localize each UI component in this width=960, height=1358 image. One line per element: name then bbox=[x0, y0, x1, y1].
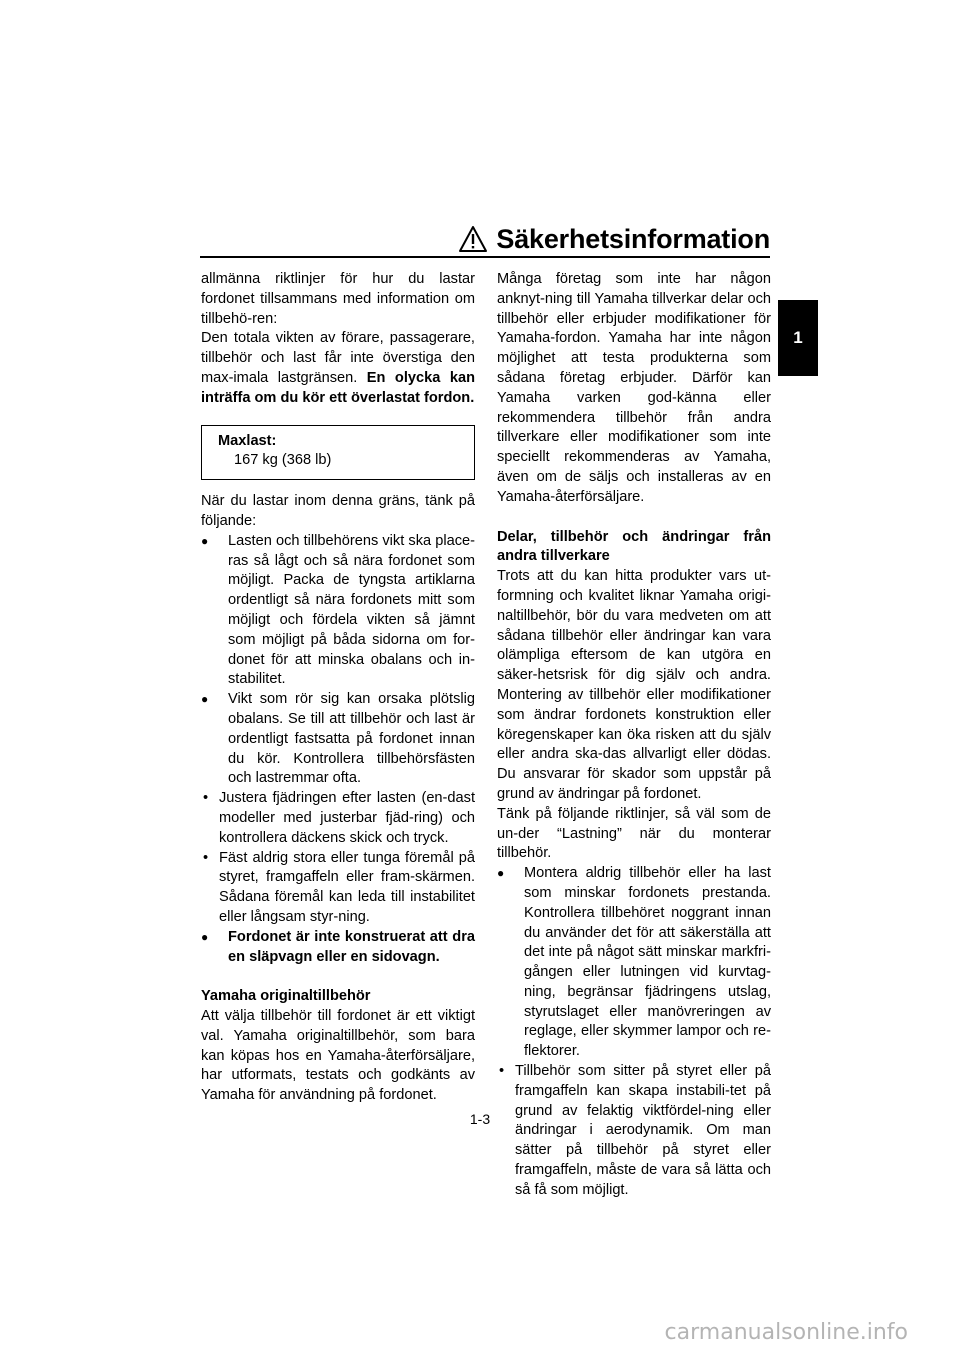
list-item: ● Lasten och tillbehörens vikt ska place-ras så lågt och så nära fordonet som möjligt. Packa de tyngsta artiklarna ordentligt så nära fordonets mitt som möjligt och fördela vikten så jämnt som möjligt på båda sidorna om for-donet för att minska obalans och in-stabilitet. bbox=[201, 532, 475, 690]
max-load-value: 167 kg (368 lb) bbox=[234, 452, 332, 469]
warning-text: En olycka kan inträffa om du kör ett överlastat fordon. bbox=[201, 369, 476, 406]
chapter-tab: 1 bbox=[778, 300, 818, 376]
list-item: ● Montera aldrig tillbehör eller ha last som minskar fordonets prestanda. Kontrollera tillbehöret noggrant innan du använder det för att säkerställa att det inte på något sätt minskar markfri-gången eller lutningen vid kurvtag-ning, begränsar fjädringens utslag, styrutslaget eller manövreringen av reglage, eller skymmer lampor och re-flektorer. bbox=[497, 864, 771, 1062]
paragraph: Den totala vikten av förare, passagerare, tillbehör och last får inte överstiga den max-imala lastgränsen. En olycka kan inträffa om du kör ett överlastat fordon. bbox=[201, 330, 476, 406]
warning-triangle-icon bbox=[458, 225, 488, 253]
left-column bbox=[201, 270, 475, 1106]
section-heading: Yamaha originaltillbehör bbox=[201, 988, 371, 1005]
page-number: 1-3 bbox=[469, 1111, 491, 1127]
list-item: ● Vikt som rör sig kan orsaka plötslig obalans. Se till att tillbehör och last är ordentligt fastsatta på fordonet innan du kör. Kontrollera tillbehörsfästen och lastremmar ofta. bbox=[201, 690, 475, 789]
paragraph: Att välja tillbehör till fordonet är ett viktigt val. Yamaha originaltillbehör, som bara kan köpas hos en Yamaha-återförsäljare, har utformats, testats och godkänts av Yamaha för användning på fordonet. bbox=[201, 1008, 475, 1104]
paragraph: Trots att du kan hitta produkter vars ut-formning och kvalitet liknar Yamaha origi-naltillbehör, bör du vara medveten om att sådana tillbehör eller ändringar kan vara olämpliga eftersom de kan utgöra en säker-hetsrisk för dig själv och andra. Montering av tillbehör eller modifikationer som ändrar fordonets konstruktion eller köregenskaper kan öka risken att du själv eller andra ska-das allvarligt eller dödas. Du ansvarar för skador som uppstår på grund av ändringar på fordonet. bbox=[497, 568, 771, 802]
watermark: carmanualsonline.info bbox=[664, 1320, 908, 1345]
sub-list-item: • Justera fjädringen efter lasten (en-dast modeller med justerbar fjäd-ring) och kontrollera däckens skick och tryck. bbox=[201, 789, 475, 848]
sub-list-item: • Fäst aldrig stora eller tunga föremål på styret, framgaffeln eller fram-skärmen. Sådana föremål kan leda till instabilitet eller långsam styr-ning. bbox=[201, 849, 475, 928]
right-column bbox=[497, 270, 771, 1201]
header-rule bbox=[200, 256, 770, 258]
max-load-label: Maxlast: bbox=[218, 432, 277, 449]
page-title: Säkerhetsinformation bbox=[496, 223, 770, 254]
list-item: ● Fordonet är inte konstruerat att dra en släpvagn eller en sidovagn. bbox=[201, 928, 475, 968]
paragraph: Tänk på följande riktlinjer, så väl som de un-der “Lastning” när du monterar tillbehör. bbox=[497, 805, 771, 862]
paragraph: När du lastar inom denna gräns, tänk på följande: bbox=[201, 493, 475, 529]
paragraph: Många företag som inte har någon anknyt-ning till Yamaha tillverkar delar och tillbehör eller erbjuder modifikationer för Yamaha-fordon. Yamaha har inte någon möjlighet att testa produkterna som sådana företag erbjuder. Därför kan Yamaha varken god-känna eller rekommendera tillbehör från andra tillverkare eller modifikationer som inte speciellt rekommenderas av Yamaha, även om de säljs och installeras av en Yamaha-återförsäljare. bbox=[497, 271, 771, 505]
sub-list-item: • Tillbehör som sitter på styret eller på framgaffeln kan skapa instabili-tet på grund av felaktig viktfördel-ning eller ändringar i aerodynamik. Om man sätter på tillbehör på styret eller framgaffeln, måste de vara så lätta och så få som möjligt. bbox=[497, 1062, 771, 1201]
section-heading: Delar, tillbehör och ändringar från andra tillverkare bbox=[497, 528, 771, 565]
max-load-box bbox=[201, 425, 475, 481]
page-header bbox=[200, 222, 770, 256]
paragraph: allmänna riktlinjer för hur du lastar fordonet tillsammans med information om tillbehö-ren: bbox=[201, 271, 475, 327]
